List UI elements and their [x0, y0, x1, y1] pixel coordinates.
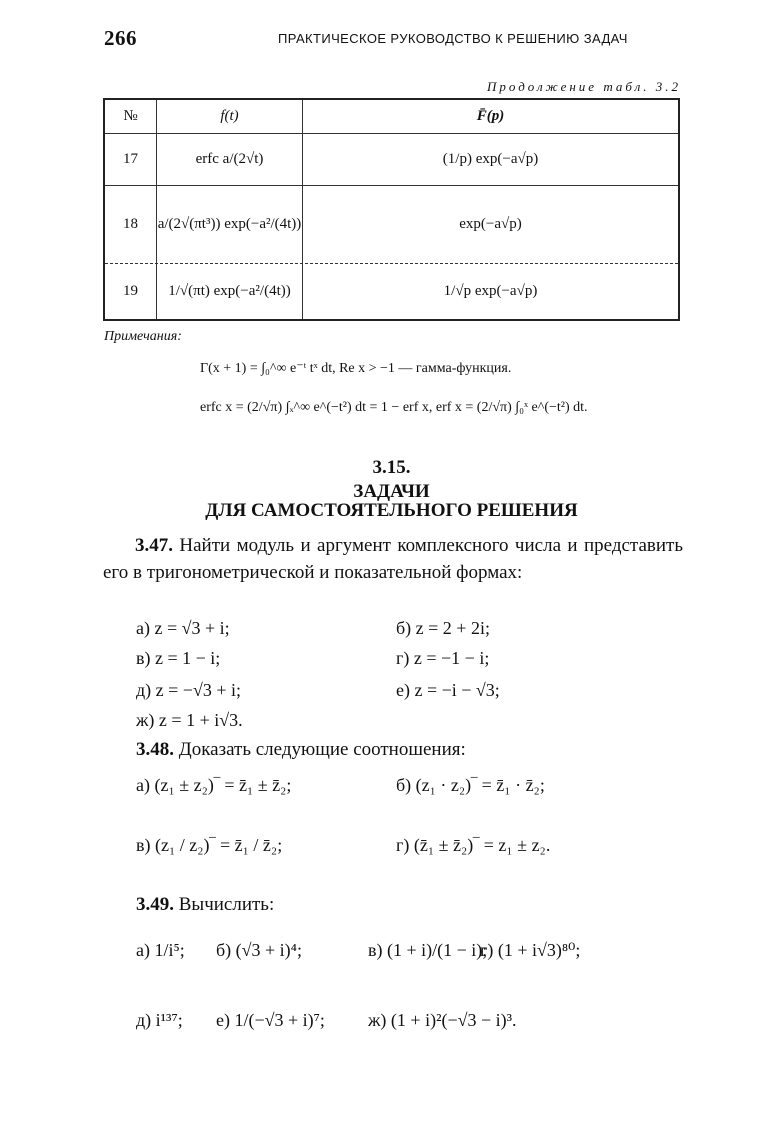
- problem-3-48-text: Доказать следующие соотношения:: [178, 739, 466, 760]
- row-17-number: 17: [123, 151, 138, 167]
- row-19-number: 19: [123, 283, 138, 299]
- item-3-49-v: в) (1 + i)/(1 − i);: [368, 940, 488, 960]
- item-3-48-v: в) (z₁ / z₂)‾ = z̄₁ / z̄₂;: [136, 835, 283, 855]
- problem-3-47-number: 3.47.: [135, 535, 173, 556]
- laplace-table: [103, 98, 680, 321]
- header-original: f(t): [220, 108, 239, 124]
- note-gamma: Γ(x + 1) = ∫₀^∞ e⁻ᵗ tˣ dt, Re x > −1 — гамма-функция.: [200, 361, 512, 376]
- table-continuation: Продолжение табл. 3.2: [487, 79, 681, 94]
- running-header: ПРАКТИЧЕСКОЕ РУКОВОДСТВО К РЕШЕНИЮ ЗАДАЧ: [278, 31, 628, 46]
- notes-label: Примечания:: [104, 329, 182, 344]
- item-3-47-g: г) z = −1 − i;: [396, 648, 490, 668]
- problem-3-48-number: 3.48.: [136, 739, 174, 760]
- row-19-original: 1/√(πt) exp(−a²/(4t)): [168, 283, 291, 299]
- problem-3-47: [103, 532, 683, 586]
- row-18-original: a/(2√(πt³)) exp(−a²/(4t)): [157, 216, 302, 232]
- item-3-49-d: д) i¹³⁷;: [136, 1010, 183, 1030]
- item-3-48-a: а) (z₁ ± z₂)‾ = z̄₁ ± z̄₂;: [136, 775, 292, 795]
- item-3-48-b: б) (z₁ · z₂)‾ = z̄₁ · z̄₂;: [396, 775, 545, 795]
- item-3-47-e: е) z = −i − √3;: [396, 680, 500, 700]
- item-3-48-g: г) (z̄₁ ± z̄₂)‾ = z₁ ± z₂.: [396, 835, 551, 855]
- item-3-49-b: б) (√3 + i)⁴;: [216, 940, 302, 960]
- item-3-49-a: а) 1/i⁵;: [136, 940, 185, 960]
- section-title-line1: ЗАДАЧИ: [353, 481, 430, 502]
- item-3-49-zh: ж) (1 + i)²(−√3 − i)³.: [368, 1010, 517, 1030]
- item-3-47-v: в) z = 1 − i;: [136, 648, 221, 668]
- problem-3-49: [136, 891, 686, 918]
- row-19-image: 1/√p exp(−a√p): [443, 283, 538, 299]
- section-title-line2: ДЛЯ САМОСТОЯТЕЛЬНОГО РЕШЕНИЯ: [205, 500, 578, 521]
- row-17-image: (1/p) exp(−a√p): [442, 151, 539, 167]
- item-3-49-e: е) 1/(−√3 + i)⁷;: [216, 1010, 325, 1030]
- item-3-47-zh: ж) z = 1 + i√3.: [136, 710, 243, 730]
- problem-3-49-number: 3.49.: [136, 894, 174, 915]
- problem-3-49-text: Вычислить:: [178, 894, 275, 915]
- row-17-original: erfc a/(2√t): [195, 151, 264, 167]
- item-3-47-d: д) z = −√3 + i;: [136, 680, 241, 700]
- header-image: F̄(p): [476, 108, 505, 124]
- problem-3-47-text: Найти модуль и аргумент комплексного числа и представить его в тригонометрической и показательной формах:: [103, 535, 683, 583]
- row-18-number: 18: [123, 216, 138, 232]
- section-number: 3.15.: [372, 457, 411, 478]
- note-erf: erfc x = (2/√π) ∫ₓ^∞ e^(−t²) dt = 1 − erf x, erf x = (2/√π) ∫₀ˣ e^(−t²) dt.: [200, 400, 588, 415]
- item-3-49-g: г) (1 + i√3)⁸⁰;: [480, 940, 581, 960]
- header-number: №: [123, 108, 138, 124]
- page-number: 266: [104, 26, 137, 50]
- item-3-47-a: а) z = √3 + i;: [136, 618, 230, 638]
- problem-3-48: [136, 736, 686, 763]
- item-3-47-b: б) z = 2 + 2i;: [396, 618, 490, 638]
- row-18-image: exp(−a√p): [459, 216, 522, 232]
